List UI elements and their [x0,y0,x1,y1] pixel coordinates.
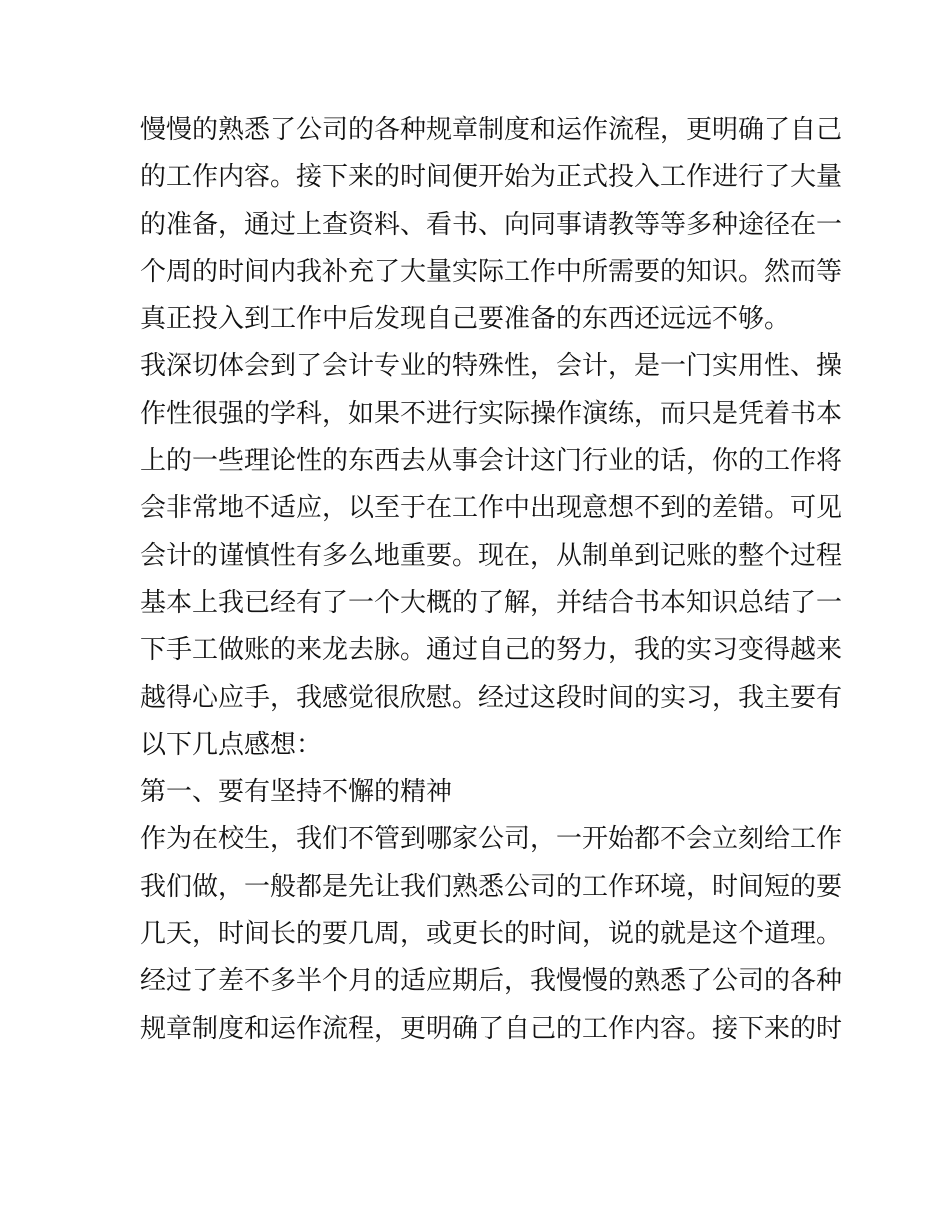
text-line: 上的一些理论性的东西去从事会计这门行业的话，你的工作将 [140,446,843,477]
text-line: 我们做，一般都是先让我们熟悉公司的工作环境，时间短的要 [140,871,843,902]
section-heading: 第一、要有坚持不懈的精神 [140,777,453,808]
text-line: 会非常地不适应，以至于在工作中出现意想不到的差错。可见 [140,493,843,524]
text-line: 几天，时间长的要几周，或更长的时间，说的就是这个道理。 [140,919,843,950]
text-line: 的准备，通过上查资料、看书、向同事请教等等多种途径在一 [140,209,843,240]
text-line: 个周的时间内我补充了大量实际工作中所需要的知识。然而等 [140,256,843,287]
text-line: 的工作内容。接下来的时间便开始为正式投入工作进行了大量 [140,162,843,193]
text-line: 越得心应手，我感觉很欣慰。经过这段时间的实习，我主要有 [140,682,843,713]
text-line: 经过了差不多半个月的适应期后，我慢慢的熟悉了公司的各种 [140,966,843,997]
text-line: 作性很强的学科，如果不进行实际操作演练，而只是凭着书本 [140,398,843,429]
document-body [140,107,843,1053]
text-line: 会计的谨慎性有多么地重要。现在，从制单到记账的整个过程 [140,540,843,571]
text-line: 规章制度和运作流程，更明确了自己的工作内容。接下来的时 [140,1013,843,1044]
text-line: 我深切体会到了会计专业的特殊性，会计，是一门实用性、操 [140,351,843,382]
text-line: 以下几点感想： [140,729,323,760]
text-line: 作为在校生，我们不管到哪家公司，一开始都不会立刻给工作 [140,824,843,855]
text-line: 真正投入到工作中后发现自己要准备的东西还远远不够。 [140,304,791,335]
text-line: 下手工做账的来龙去脉。通过自己的努力，我的实习变得越来 [140,635,843,666]
text-line: 基本上我已经有了一个大概的了解，并结合书本知识总结了一 [140,587,843,618]
text-line: 慢慢的熟悉了公司的各种规章制度和运作流程，更明确了自己 [140,115,843,145]
